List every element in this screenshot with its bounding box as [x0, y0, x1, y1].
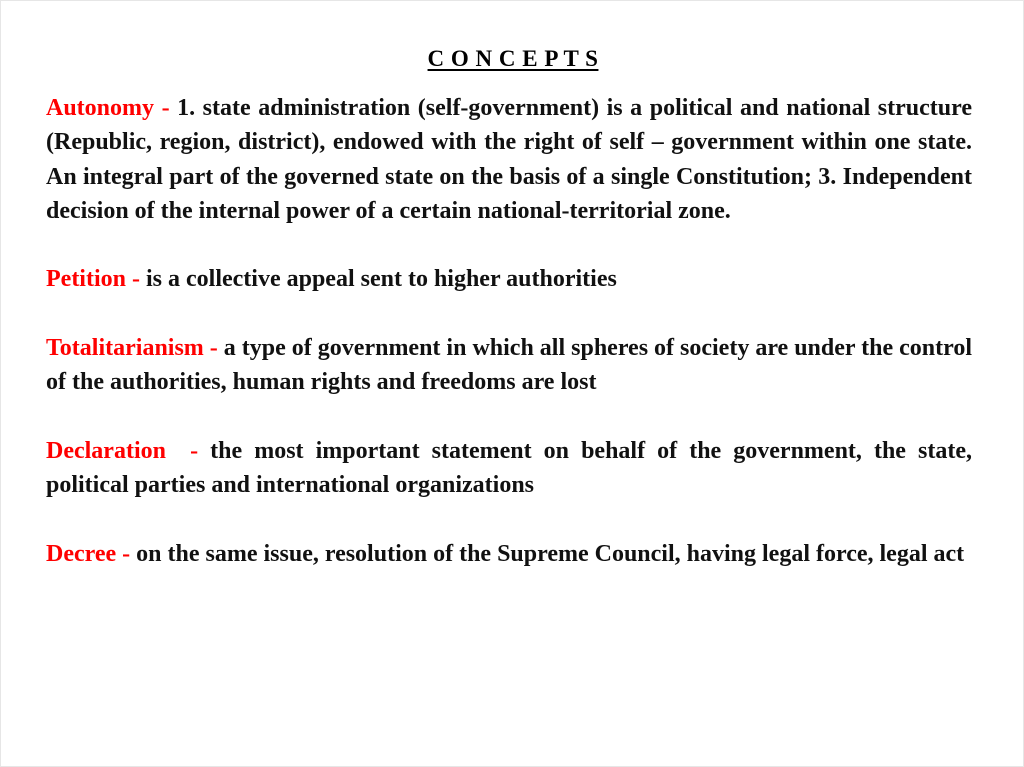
concept-separator: - [165, 437, 211, 464]
concept-term: Petition [46, 266, 126, 293]
concept-separator: - [125, 266, 146, 293]
concept-separator: - [154, 95, 178, 121]
concept-definition: the most important statement on behalf of the government, the state, political parties and international organizations [46, 437, 972, 499]
slide-title: C O N C E P T S [427, 46, 599, 71]
concept-entry-totalitarianism [46, 331, 972, 400]
concept-definition: 1. state administration (self-government) is a political and national structure (Republic, region, district), endowed with the right of self – government within one state. An integral part of the governed state on the basis of a single Constitution; 3. Independent decision of the internal power of a certain national-territorial zone. [46, 95, 972, 224]
concept-term: Decree [46, 540, 117, 567]
concept-separator: - [203, 335, 224, 362]
concept-term: Totalitarianism [46, 335, 204, 362]
concept-definition: on the same issue, resolution of the Supreme Council, having legal force, legal act [136, 540, 965, 567]
concepts-list [46, 91, 972, 605]
concept-definition: a type of government in which all spheres of society are under the control of the authorities, human rights and freedoms are lost [46, 335, 972, 396]
concept-entry-petition [46, 262, 972, 296]
concept-definition: is a collective appeal sent to higher authorities [145, 266, 617, 293]
concept-entry-declaration [46, 434, 972, 503]
concept-term: Autonomy [46, 95, 155, 121]
concept-entry-decree [46, 537, 972, 571]
concept-entry-autonomy [46, 91, 972, 228]
concept-term: Declaration [46, 437, 166, 464]
concept-separator: - [116, 540, 137, 567]
